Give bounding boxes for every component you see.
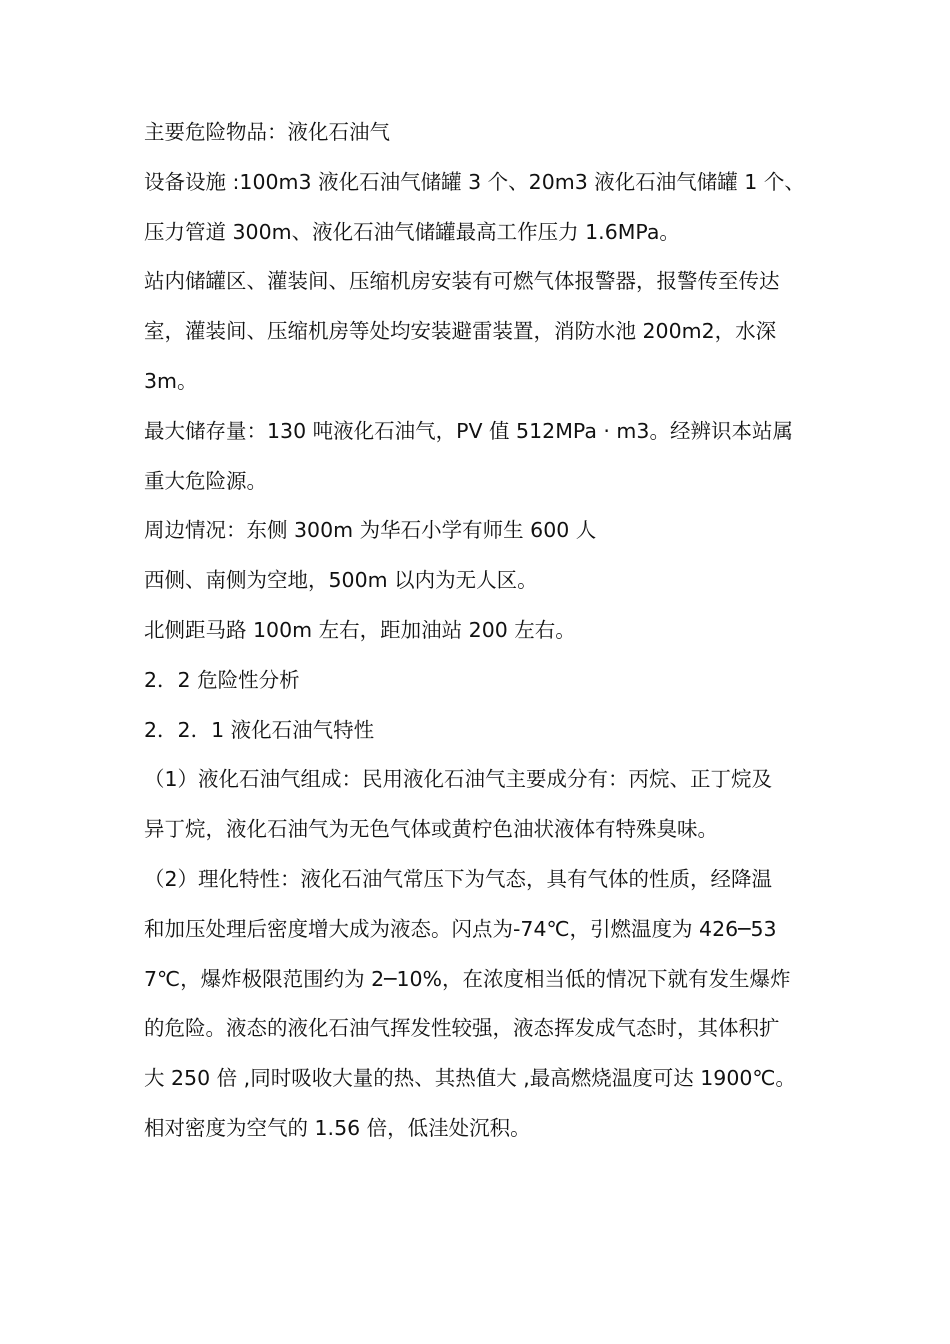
text-line: 周边情况：东侧 300m 为华石小学有师生 600 人 [144, 518, 597, 543]
text-line: 3m。 [144, 368, 198, 393]
subsection-heading: 2．2．1 液化石油气特性 [144, 717, 375, 742]
text-line: 压力管道 300m、液化石油气储罐最高工作压力 1.6MPa。 [144, 219, 680, 244]
text-line: 重大危险源。 [144, 468, 267, 493]
text-line: 的危险。液态的液化石油气挥发性较强，液态挥发成气态时，其体积扩 [144, 1016, 780, 1041]
document-body [144, 108, 808, 1154]
text-line: 室，灌装间、压缩机房等处均安装避雷装置，消防水池 200m2，水深 [144, 319, 777, 344]
text-line: 西侧、南侧为空地，500m 以内为无人区。 [144, 568, 538, 593]
text-line: 设备设施 :100m3 液化石油气储罐 3 个、20m3 液化石油气储罐 1 个、 [144, 169, 805, 194]
text-line: 站内储罐区、灌装间、压缩机房安装有可燃气体报警器，报警传至传达 [144, 269, 780, 294]
text-line: 最大储存量：130 吨液化石油气，PV 值 512MPa · m3。经辨识本站属 [144, 418, 793, 443]
text-line: 相对密度为空气的 1.56 倍，低洼处沉积。 [144, 1115, 531, 1140]
text-line: 大 250 倍 ,同时吸收大量的热、其热值大 ,最高燃烧温度可达 1900℃。 [144, 1066, 796, 1091]
text-line: 异丁烷，液化石油气为无色气体或黄柠色油状液体有特殊臭味。 [144, 817, 718, 842]
text-line: 和加压处理后密度增大成为液态。闪点为-74℃，引燃温度为 426─53 [144, 916, 777, 941]
text-line: 北侧距马路 100m 左右，距加油站 200 左右。 [144, 617, 576, 642]
section-heading: 2．2 危险性分析 [144, 667, 300, 692]
text-line: （1）液化石油气组成：民用液化石油气主要成分有：丙烷、正丁烷及 [144, 767, 773, 792]
text-line: 主要危险物品：液化石油气 [144, 120, 390, 144]
text-line: （2）理化特性：液化石油气常压下为气态，具有气体的性质，经降温 [144, 866, 773, 891]
text-line: 7℃，爆炸极限范围约为 2─10%，在浓度相当低的情况下就有发生爆炸 [144, 966, 791, 991]
